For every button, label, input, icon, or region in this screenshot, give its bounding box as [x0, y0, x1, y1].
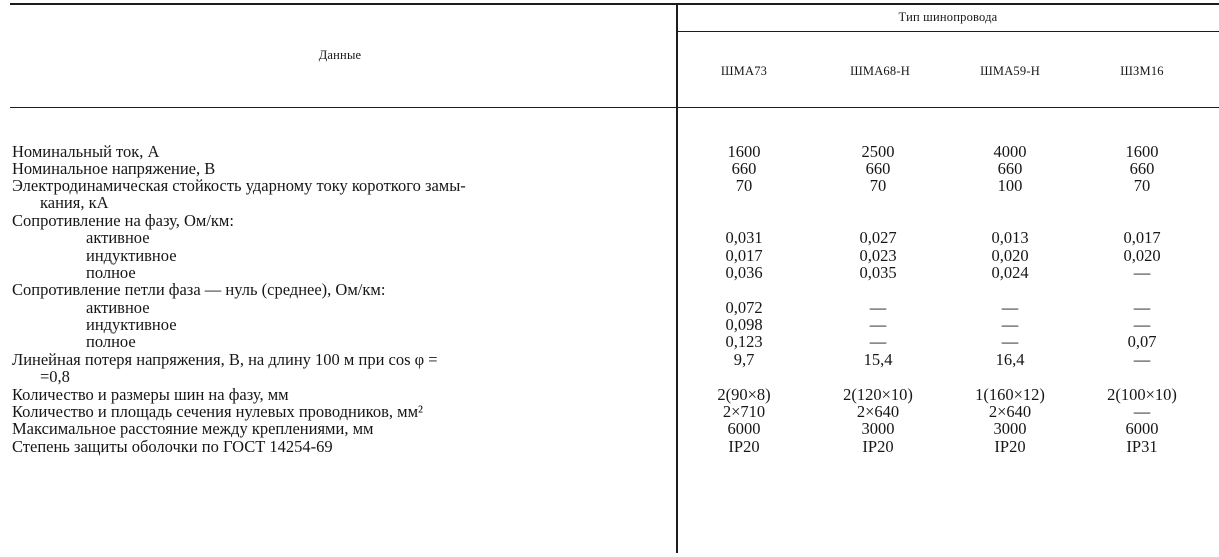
table-cell: 660 — [731, 159, 757, 178]
row-label: Количество и площадь сечения нулевых проводников, мм² — [12, 402, 423, 421]
table-cell: 15,4 — [863, 350, 893, 369]
table-cell: — — [1133, 315, 1151, 334]
table-cell: 16,4 — [995, 350, 1025, 369]
table-cell: — — [1001, 332, 1019, 351]
table-cell: IP20 — [994, 437, 1026, 456]
table-cell: — — [1133, 298, 1151, 317]
row-label: Электродинамическая стойкость ударному току короткого замы- — [12, 176, 466, 195]
table-cell: — — [1133, 350, 1151, 369]
table-cell: 2(90×8) — [717, 385, 771, 404]
table-cell: 70 — [869, 176, 887, 195]
table-cell: 0,031 — [725, 228, 763, 247]
row-label: Сопротивление на фазу, Ом/км: — [12, 211, 234, 230]
top-rule — [10, 3, 1219, 5]
table-cell: 0,024 — [991, 263, 1029, 282]
row-label: индуктивное — [86, 315, 177, 334]
table-cell: 2(120×10) — [843, 385, 913, 404]
table-cell: 0,035 — [859, 263, 897, 282]
header-type-group: Тип шинопровода — [898, 10, 998, 24]
table-cell: 0,123 — [725, 332, 763, 351]
table-cell: 9,7 — [733, 350, 755, 369]
column-header: ШМА73 — [720, 64, 768, 78]
table-cell: — — [1133, 402, 1151, 421]
table-cell: — — [869, 332, 887, 351]
table-cell: IP20 — [862, 437, 894, 456]
table-cell: 2500 — [861, 142, 895, 161]
table-cell: 0,072 — [725, 298, 763, 317]
row-label: Сопротивление петли фаза — нуль (среднее), Ом/км: — [12, 280, 386, 299]
table-cell: 0,017 — [725, 246, 763, 265]
table-cell: 3000 — [993, 419, 1027, 438]
table-cell: 0,027 — [859, 228, 897, 247]
table-cell: 100 — [997, 176, 1023, 195]
table-cell: 70 — [1133, 176, 1151, 195]
table-cell: IP20 — [728, 437, 760, 456]
table-cell: 2×640 — [856, 402, 900, 421]
column-header: ШМА68-Н — [850, 64, 910, 78]
table-cell: 0,07 — [1127, 332, 1157, 351]
table-cell: 1600 — [727, 142, 761, 161]
row-label: Линейная потеря напряжения, В, на длину 100 м при cos φ = — [12, 350, 438, 369]
row-label: Номинальное напряжение, В — [12, 159, 216, 178]
table-cell: 660 — [865, 159, 891, 178]
table-cell: 2×710 — [722, 402, 766, 421]
table-cell: 0,098 — [725, 315, 763, 334]
table-cell: — — [869, 298, 887, 317]
column-divider — [676, 5, 678, 553]
table-cell: IP31 — [1126, 437, 1158, 456]
header-group-rule — [677, 31, 1219, 32]
table-cell: 0,020 — [1123, 246, 1161, 265]
table-cell: — — [1001, 315, 1019, 334]
table-cell: 660 — [997, 159, 1023, 178]
row-label: Степень защиты оболочки по ГОСТ 14254-69 — [12, 437, 333, 456]
table-cell: 0,036 — [725, 263, 763, 282]
header-bottom-rule — [10, 107, 1219, 108]
table-cell: 4000 — [993, 142, 1027, 161]
table-cell: 2(100×10) — [1107, 385, 1177, 404]
row-label: полное — [86, 263, 136, 282]
row-label: полное — [86, 332, 136, 351]
table-cell: 70 — [735, 176, 753, 195]
row-label: кания, кА — [40, 193, 109, 212]
table-cell: 0,023 — [859, 246, 897, 265]
table-cell: — — [1001, 298, 1019, 317]
table-cell: — — [869, 315, 887, 334]
row-label: индуктивное — [86, 246, 177, 265]
row-label: активное — [86, 298, 150, 317]
table-cell: 0,017 — [1123, 228, 1161, 247]
table-cell: 0,013 — [991, 228, 1029, 247]
table-cell: — — [1133, 263, 1151, 282]
row-label: Номинальный ток, А — [12, 142, 160, 161]
row-label: активное — [86, 228, 150, 247]
table-cell: 0,020 — [991, 246, 1029, 265]
table-cell: 3000 — [861, 419, 895, 438]
row-label: Количество и размеры шин на фазу, мм — [12, 385, 289, 404]
table-cell: 6000 — [727, 419, 761, 438]
row-label: Максимальное расстояние между креплениями, мм — [12, 419, 374, 438]
table-cell: 1600 — [1125, 142, 1159, 161]
column-header: ШЗМ16 — [1120, 64, 1164, 78]
header-data: Данные — [318, 48, 362, 62]
table-cell: 2×640 — [988, 402, 1032, 421]
column-header: ШМА59-Н — [980, 64, 1040, 78]
table-cell: 660 — [1129, 159, 1155, 178]
table-cell: 6000 — [1125, 419, 1159, 438]
row-label: =0,8 — [40, 367, 70, 386]
table-cell: 1(160×12) — [975, 385, 1045, 404]
